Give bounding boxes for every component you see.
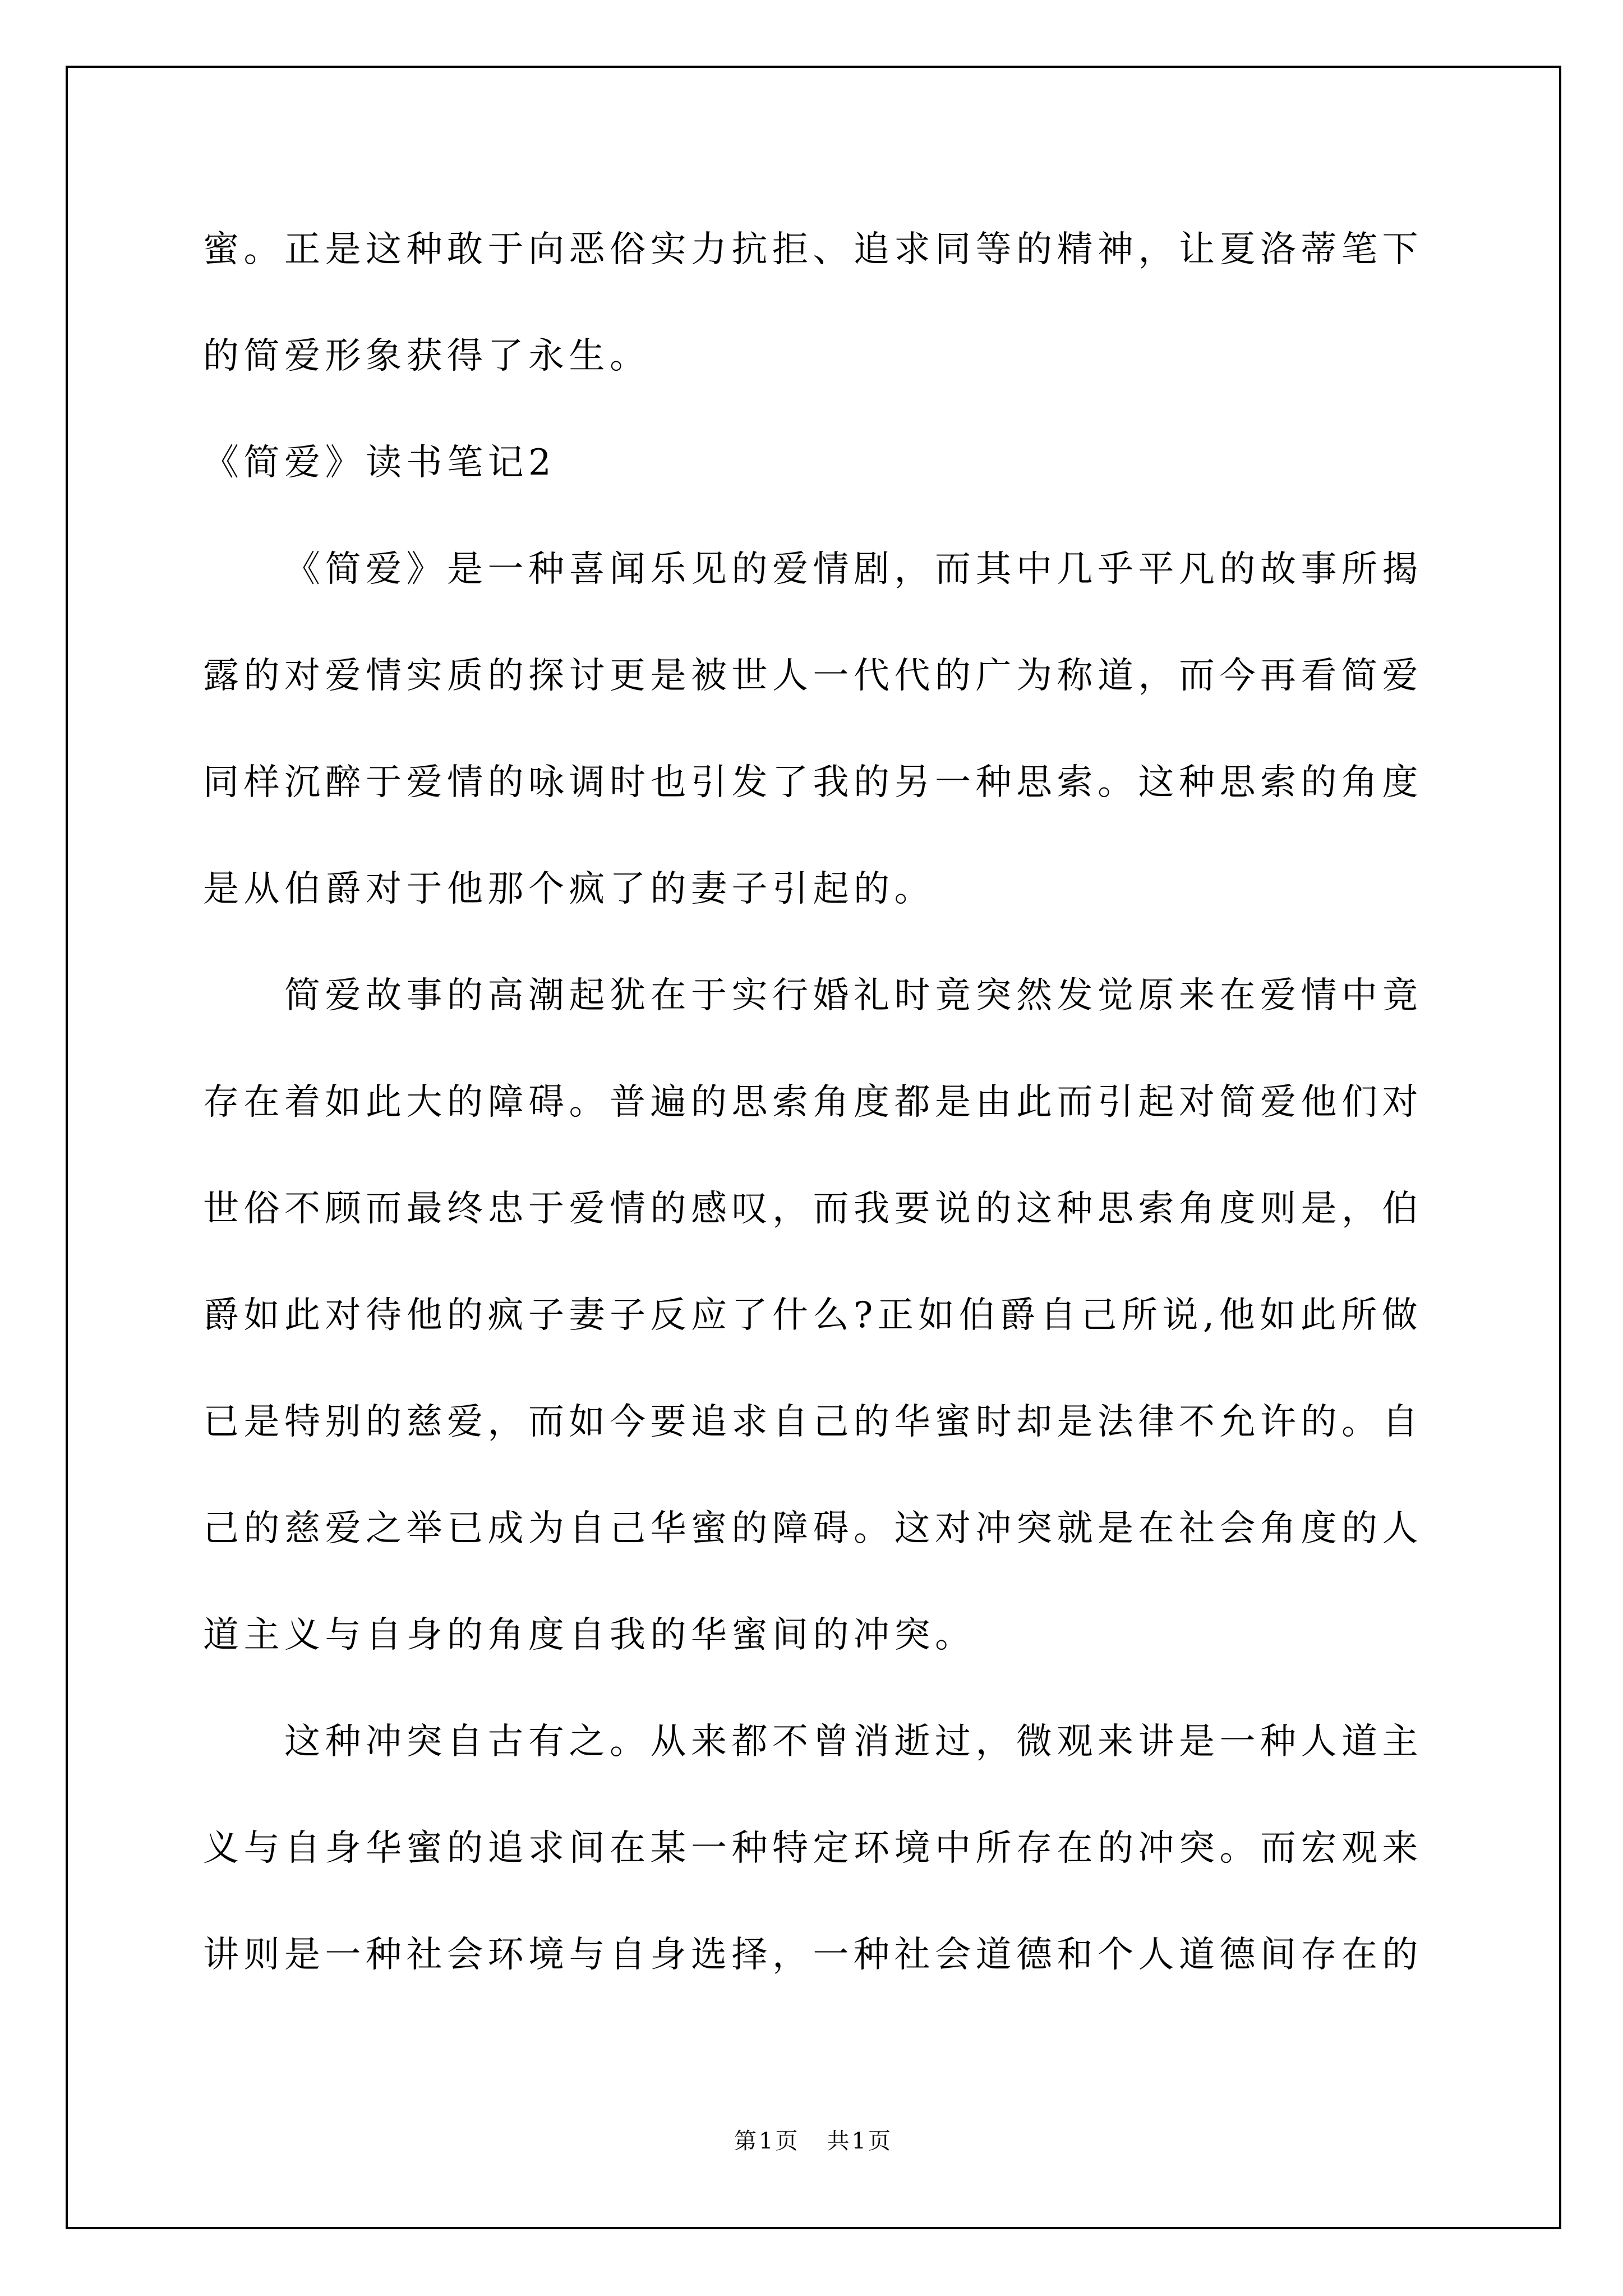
text-line: 是从伯爵对于他那个疯了的妻子引起的。 bbox=[203, 868, 935, 910]
footer-page-number: 第1页 bbox=[734, 2128, 800, 2154]
text-line: 爵如此对待他的疯子妻子反应了什么?正如伯爵自己所说,他如此所做 bbox=[203, 1295, 1423, 1336]
text-line: 讲则是一种社会环境与自身选择，一种社会道德和个人道德间存在的 bbox=[203, 1934, 1423, 1976]
text-line: 存在着如此大的障碍。普遍的思索角度都是由此而引起对简爱他们对 bbox=[203, 1082, 1423, 1123]
page-border-frame bbox=[66, 66, 1561, 2229]
text-line: 义与自身华蜜的追求间在某一种特定环境中所存在的冲突。而宏观来 bbox=[203, 1828, 1423, 1869]
text-line: 的简爱形象获得了永生。 bbox=[203, 335, 651, 377]
text-line: 简爱故事的高潮起犹在于实行婚礼时竟突然发觉原来在爱情中竟 bbox=[284, 975, 1423, 1016]
text-line: 蜜。正是这种敢于向恶俗实力抗拒、追求同等的精神，让夏洛蒂笔下 bbox=[203, 229, 1423, 270]
text-line: 这种冲突自古有之。从来都不曾消逝过，微观来讲是一种人道主 bbox=[284, 1721, 1423, 1763]
page-footer bbox=[68, 2128, 1559, 2155]
text-line: 露的对爱情实质的探讨更是被世人一代代的广为称道，而今再看简爱 bbox=[203, 655, 1423, 697]
document-body bbox=[203, 196, 1431, 2008]
text-line: 同样沉醉于爱情的咏调时也引发了我的另一种思索。这种思索的角度 bbox=[203, 762, 1423, 803]
text-line: 《简爱》是一种喜闻乐见的爱情剧，而其中几乎平凡的故事所揭 bbox=[284, 549, 1423, 590]
text-line: 己的慈爱之举已成为自己华蜜的障碍。这对冲突就是在社会角度的人 bbox=[203, 1508, 1423, 1549]
text-line: 世俗不顾而最终忠于爱情的感叹，而我要说的这种思索角度则是，伯 bbox=[203, 1188, 1423, 1230]
text-line: 道主义与自身的角度自我的华蜜间的冲突。 bbox=[203, 1614, 976, 1656]
text-line: 《简爱》读书笔记2 bbox=[203, 442, 556, 484]
footer-total-pages: 共1页 bbox=[827, 2128, 893, 2154]
text-line: 已是特别的慈爱，而如今要追求自己的华蜜时却是法律不允许的。自 bbox=[203, 1401, 1423, 1443]
